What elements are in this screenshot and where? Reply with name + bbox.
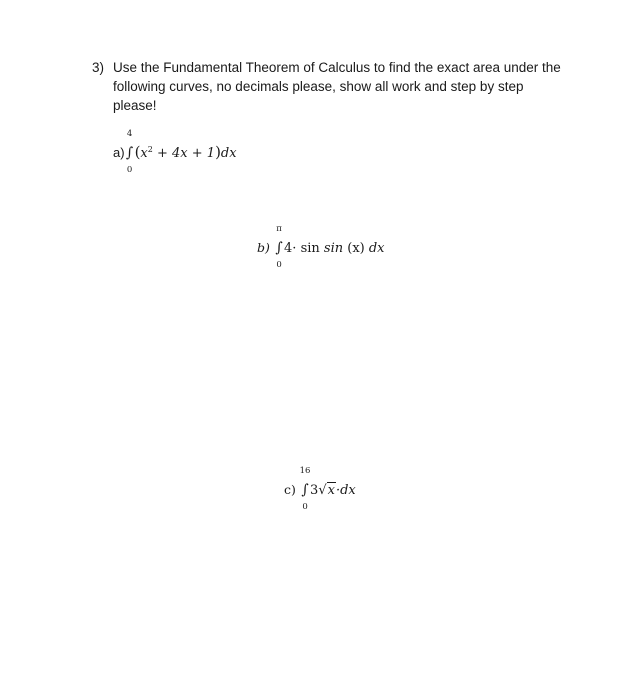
radicand: x <box>327 483 335 498</box>
problem-b-integral <box>274 224 284 270</box>
problem-a <box>113 129 237 175</box>
problem-c-integrand: 3√x·dx <box>310 483 356 498</box>
problem-a-integrand: $(x^2 + 4x + 1)dx$ <box>134 143 237 161</box>
problem-a-label: a) <box>113 145 125 160</box>
problem-c-integral <box>299 466 311 512</box>
problem-b-label: b) <box>257 240 270 255</box>
problem-c <box>284 466 356 512</box>
square-root <box>318 483 336 498</box>
problem-b-integrand: 4· sin sin (x) dx <box>284 241 385 256</box>
question-number: 3) <box>92 60 105 75</box>
integral-sign-icon: ∫ <box>275 240 283 256</box>
problem-b <box>257 224 385 270</box>
question-3 <box>92 58 572 115</box>
problem-b-upper-limit: π <box>276 224 282 234</box>
problem-a-lower-limit: 0 <box>126 164 133 175</box>
problem-b-lower-limit: 0 <box>276 259 282 270</box>
problem-a-integral <box>125 129 135 175</box>
question-text: Use the Fundamental Theorem of Calculus to find the exact area under the following curves, no decimals please, show all work and step by step please! <box>113 60 561 113</box>
problem-a-upper-limit: 4 <box>126 129 133 139</box>
problem-c-upper-limit: 16 <box>299 466 311 476</box>
problem-c-lower-limit: 0 <box>302 501 308 512</box>
radical-icon: √ <box>318 483 327 498</box>
problem-c-label: c) <box>284 482 296 497</box>
integral-sign-icon: ∫ <box>301 482 309 498</box>
integral-sign-icon: ∫ <box>125 145 134 161</box>
